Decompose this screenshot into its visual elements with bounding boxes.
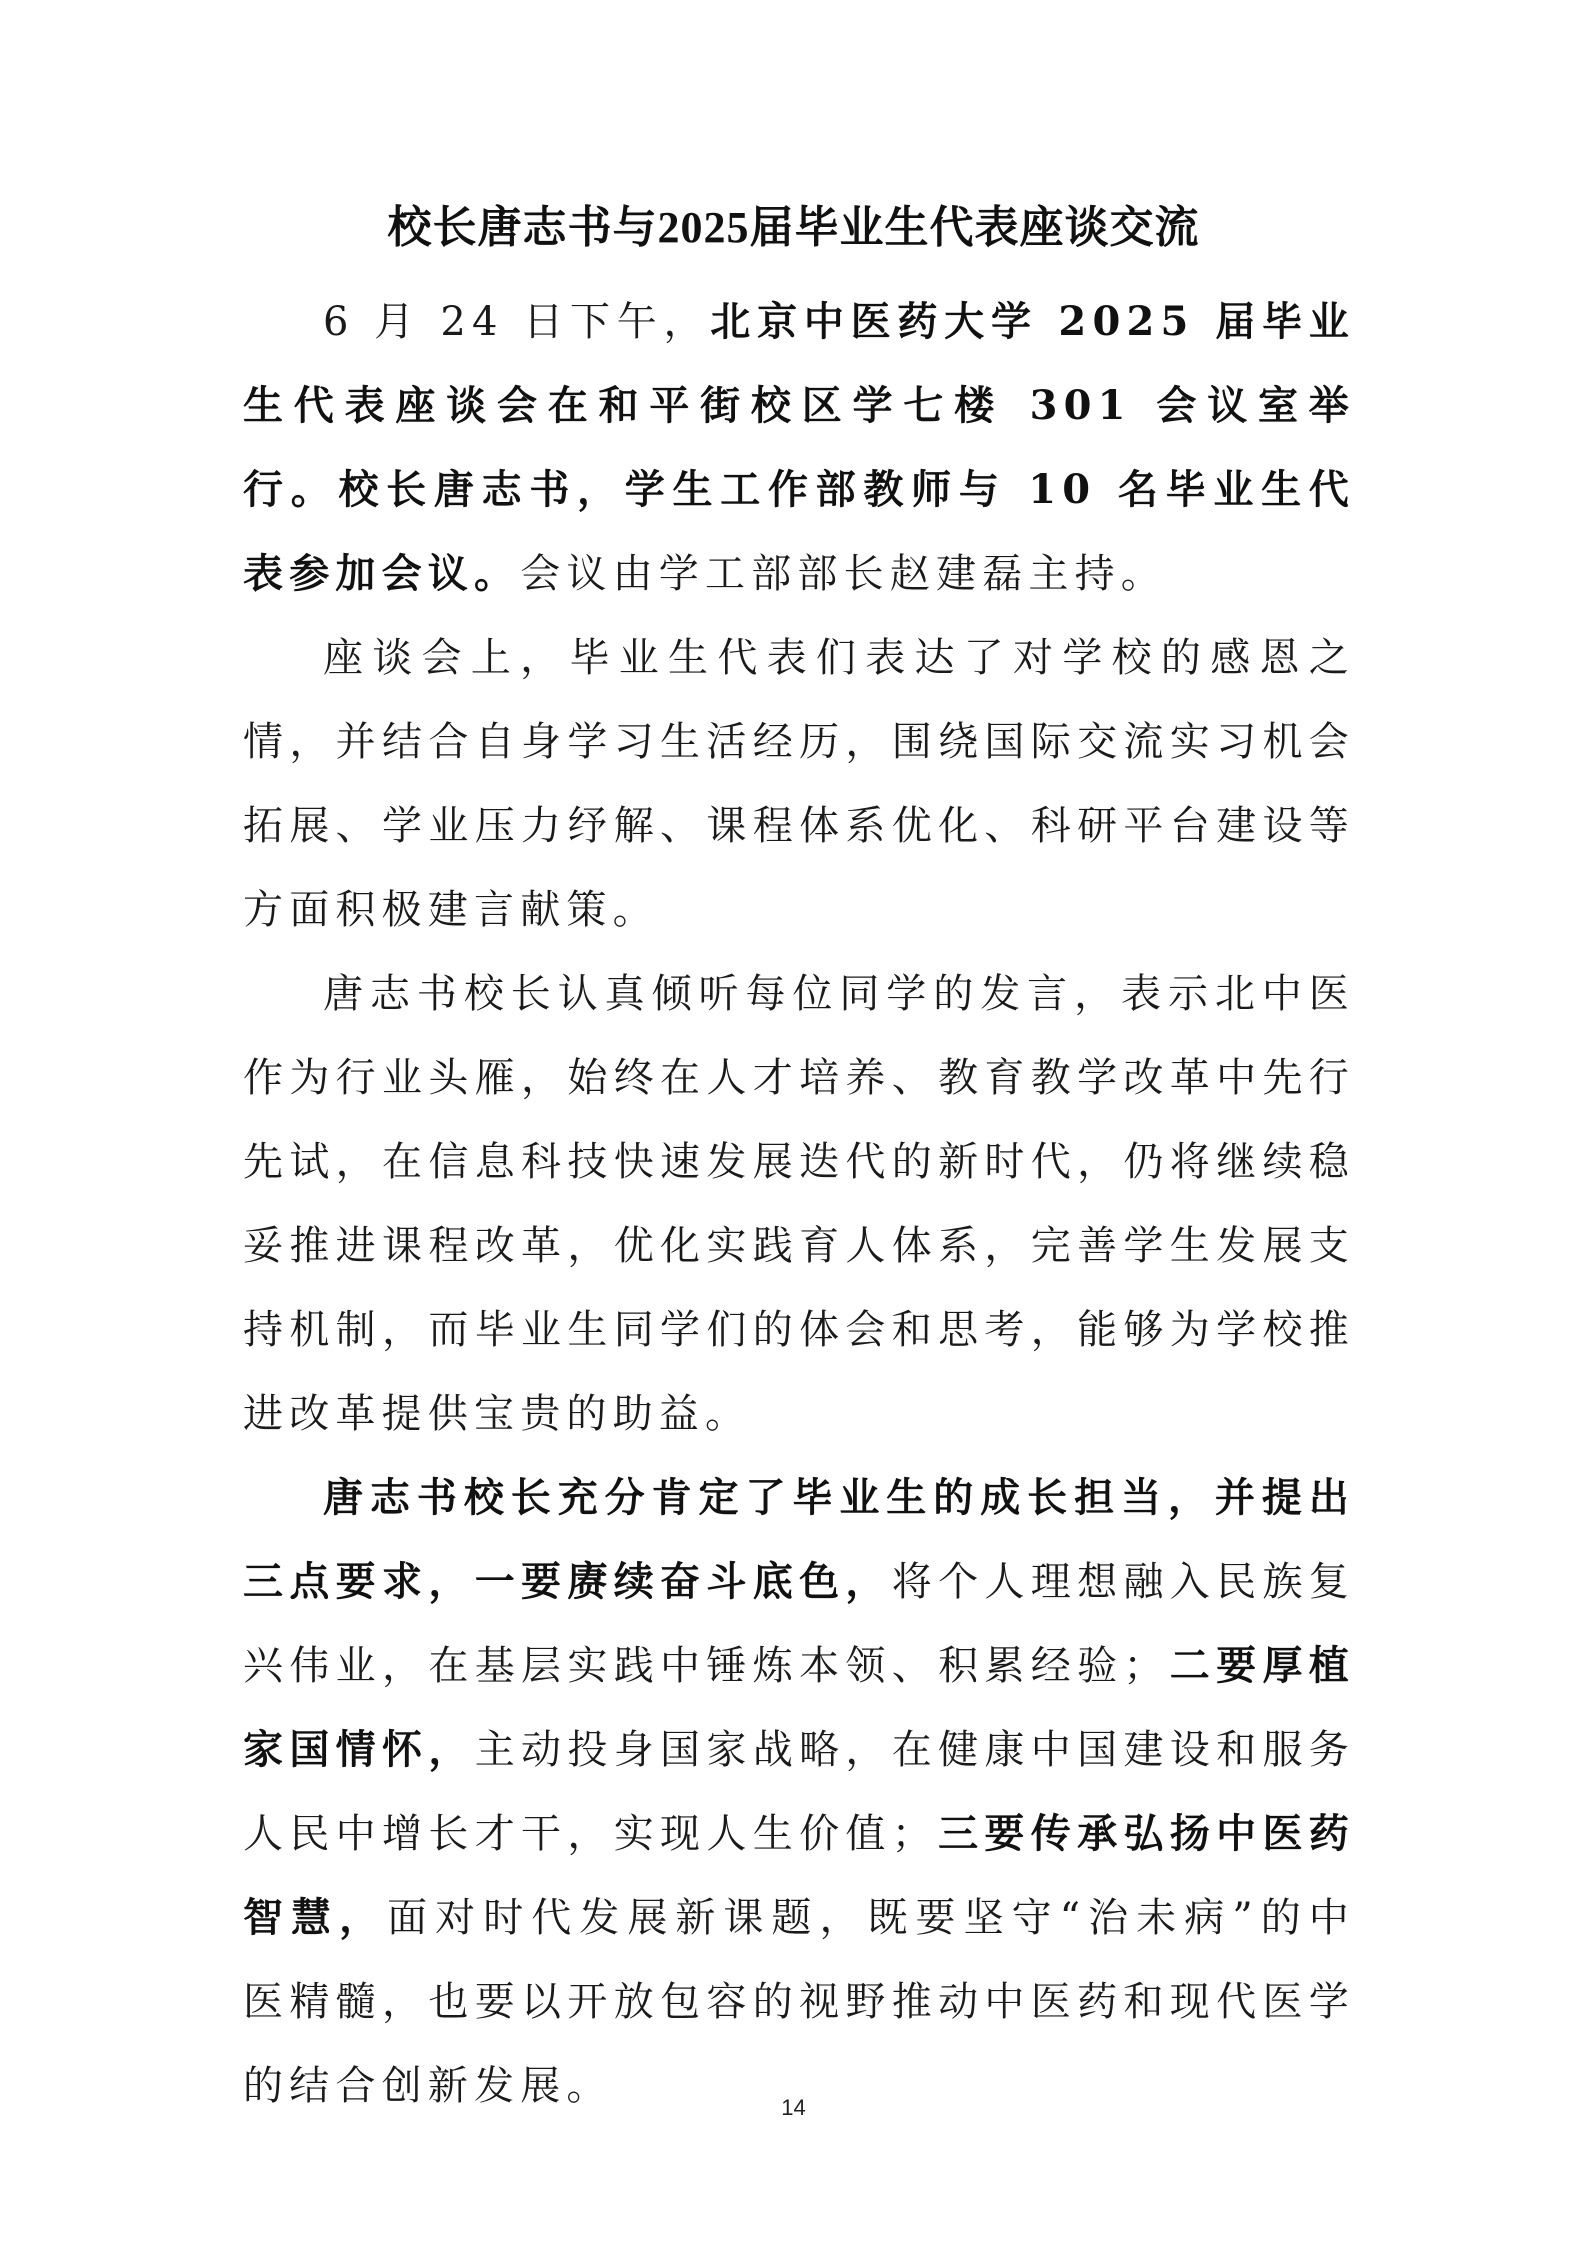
text-segment: 面对时代发展新课题，既要坚守“治未病”的中医精髓，也要以开放包容的视野推动中医药和现代医学的结合创新发展。 [243, 1895, 1355, 2109]
text-segment: 主动投身国家战略，在健康中国建设和服务人民中增长才干，实现人生价值； [243, 1727, 1355, 1857]
article-title: 校长唐志书与2025届毕业生代表座谈交流 [387, 203, 1200, 252]
paragraph-4 [243, 1456, 1355, 2128]
article-body [243, 280, 1355, 2128]
text-segment-bold: 唐志书校长充分肯定了毕业生的成长担当，并提出三点要求，一要赓续奋斗底色， [243, 1474, 1355, 1605]
paragraph-1 [243, 280, 1355, 616]
text-segment: 座谈会上，毕业生代表们表达了对学校的感恩之情，并结合自身学习生活经历，围绕国际交流实习机会拓展、学业压力纾解、课程体系优化、科研平台建设等方面积极建言献策。 [243, 635, 1355, 933]
text-segment-bold: 三要传承弘扬中医药智慧， [243, 1810, 1356, 1941]
text-segment-bold: 二要厚植家国情怀， [243, 1642, 1355, 1773]
text-segment: 会议由学工部部长赵建磊主持。 [520, 551, 1168, 597]
text-segment-bold: 北京中医药大学 2025 届毕业生代表座谈会在和平街校区学七楼 301 会议室举行。校长唐志书，学生工作部教师与 10 名毕业生代表参加会议。 [243, 298, 1355, 597]
text-segment: 将个人理想融入民族复兴伟业，在基层实践中锤炼本领、积累经验； [243, 1559, 1355, 1689]
page-number: 14 [781, 2095, 806, 2120]
paragraph-3 [243, 952, 1355, 1456]
paragraph-2 [243, 616, 1355, 952]
text-segment: 6 月 24 日下午， [323, 299, 711, 345]
text-segment: 唐志书校长认真倾听每位同学的发言，表示北中医作为行业头雁，始终在人才培养、教育教学改革中先行先试，在信息科技快速发展迭代的新时代，仍将继续稳妥推进课程改革，优化实践育人体系，完善学生发展支持机制，而毕业生同学们的体会和思考，能够为学校推进改革提供宝贵的助益。 [243, 971, 1355, 1437]
